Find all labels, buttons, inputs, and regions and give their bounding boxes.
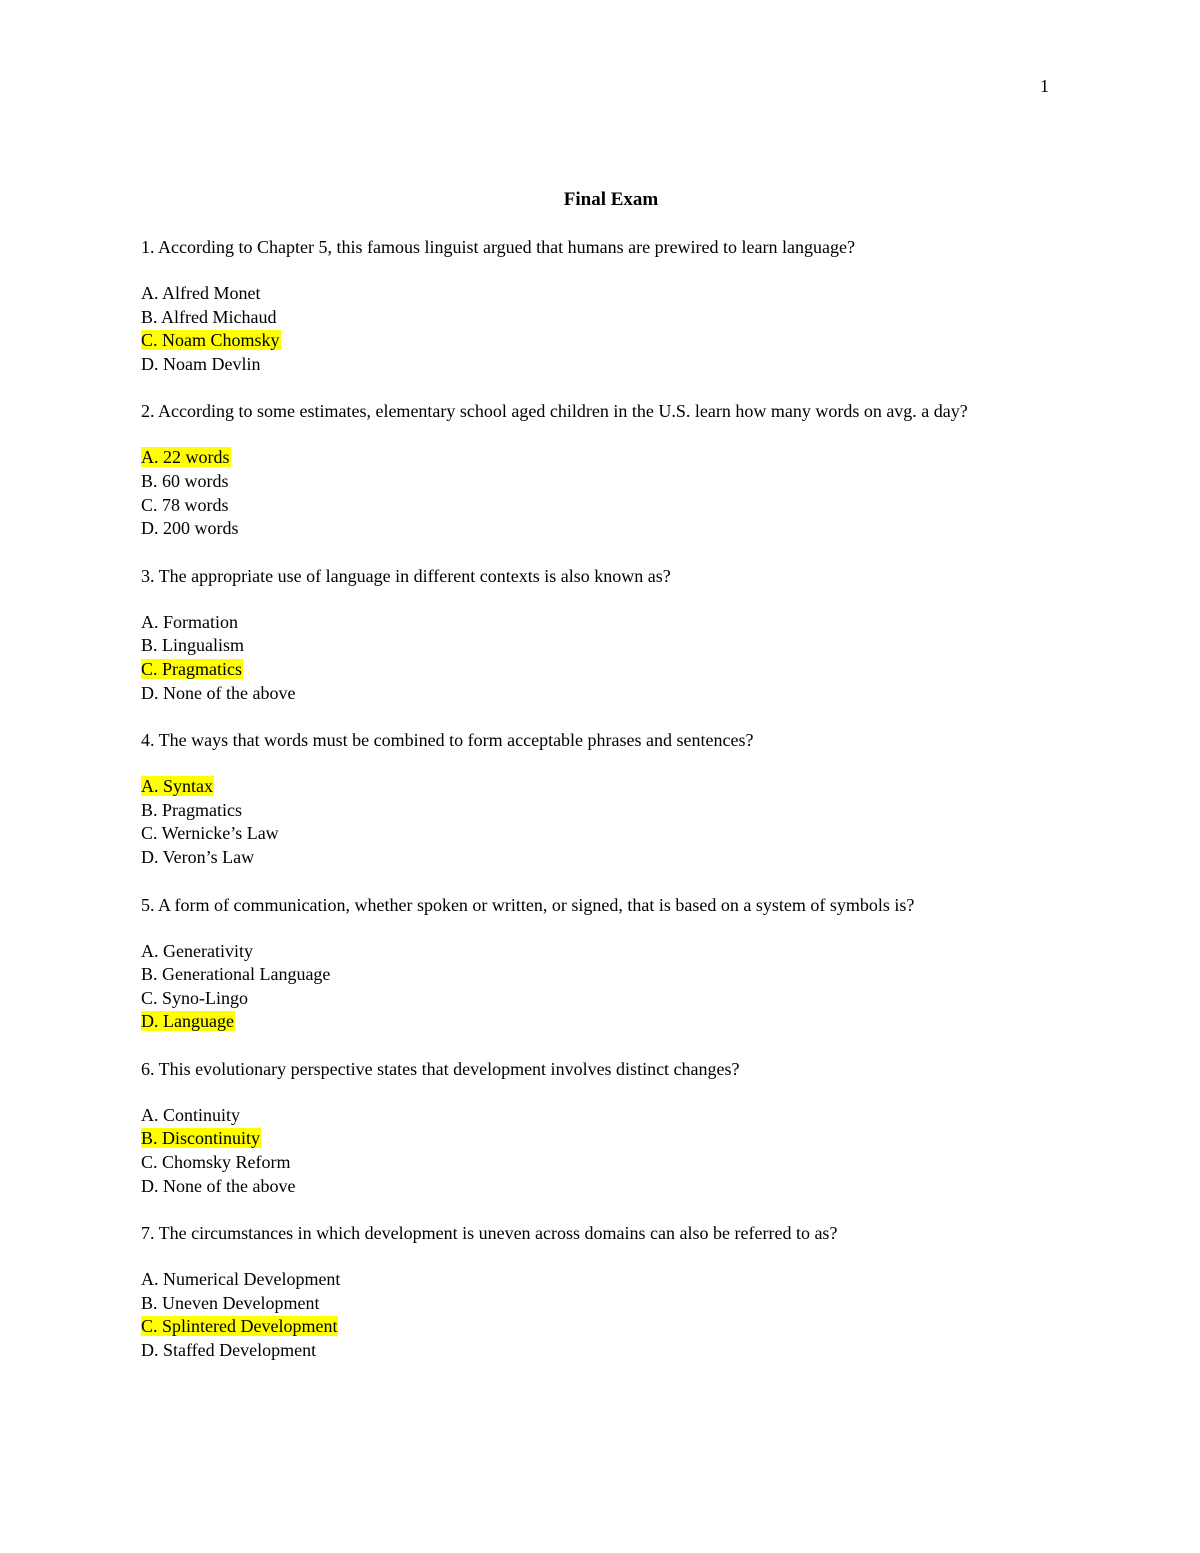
answer-option <box>141 494 1081 518</box>
answer-option-label: B. Pragmatics <box>141 799 242 820</box>
answer-option <box>141 611 1081 635</box>
answer-option-label: C. Chomsky Reform <box>141 1152 291 1173</box>
answer-option <box>141 682 1081 706</box>
answer-option-label: A. Alfred Monet <box>141 283 261 303</box>
answer-option <box>141 1104 1081 1128</box>
page-title: Final Exam <box>563 189 659 210</box>
answer-option-label: D. Veron’s Law <box>141 846 255 867</box>
answer-option-correct <box>141 1010 1081 1034</box>
question-5 <box>141 893 1081 1034</box>
question-text: 2. According to some estimates, elementary school aged children in the U.S. learn how many words on avg. a day? <box>141 401 968 422</box>
answer-option <box>141 1339 1081 1363</box>
answer-option-label: A. Generativity <box>141 940 253 961</box>
answer-option <box>141 799 1081 823</box>
answer-option-correct <box>141 446 1081 470</box>
answer-option <box>141 1175 1081 1199</box>
exam-content <box>141 188 1081 1386</box>
answer-option-label: C. Pragmatics <box>141 658 242 679</box>
answer-option-label: A. Numerical Development <box>141 1269 341 1290</box>
question-6 <box>141 1057 1081 1198</box>
answer-option-label: D. 200 words <box>141 518 239 539</box>
answer-option <box>141 306 1081 330</box>
answer-option-label: B. Discontinuity <box>141 1128 261 1149</box>
question-list <box>141 235 1081 1363</box>
answer-option <box>141 940 1081 964</box>
question-text: 4. The ways that words must be combined to form acceptable phrases and sentences? <box>141 730 754 751</box>
answer-option-label: D. None of the above <box>141 682 296 703</box>
answer-option <box>141 353 1081 377</box>
answer-option-label: B. Lingualism <box>141 635 244 656</box>
question-7 <box>141 1221 1081 1362</box>
answer-option <box>141 822 1081 846</box>
answer-option-correct <box>141 1127 1081 1151</box>
answer-option-label: C. Wernicke’s Law <box>141 823 279 844</box>
page-number: 1 <box>1040 76 1049 96</box>
answer-option-label: C. 78 words <box>141 494 229 515</box>
answer-option-correct <box>141 329 1081 353</box>
question-text: 1. According to Chapter 5, this famous linguist argued that humans are prewired to learn language? <box>141 237 855 257</box>
answer-option-correct <box>141 658 1081 682</box>
answer-option <box>141 282 1081 306</box>
question-text: 6. This evolutionary perspective states that development involves distinct changes? <box>141 1058 740 1079</box>
answer-option-label: D. Noam Devlin <box>141 353 261 374</box>
answer-option-label: D. Language <box>141 1011 234 1032</box>
answer-option <box>141 846 1081 870</box>
answer-option-label: C. Splintered Development <box>141 1316 338 1337</box>
answer-option-label: A. Syntax <box>141 776 213 797</box>
answer-option <box>141 517 1081 541</box>
question-1 <box>141 235 1081 376</box>
answer-option-label: D. Staffed Development <box>141 1340 317 1361</box>
answer-option-correct <box>141 775 1081 799</box>
answer-option-label: C. Syno-Lingo <box>141 987 249 1008</box>
question-3 <box>141 564 1081 705</box>
question-4 <box>141 728 1081 869</box>
answer-option <box>141 1268 1081 1292</box>
answer-option-label: B. Alfred Michaud <box>141 306 277 327</box>
answer-option <box>141 470 1081 494</box>
question-text: 7. The circumstances in which development is uneven across domains can also be referred to as? <box>141 1223 838 1244</box>
answer-option <box>141 634 1081 658</box>
answer-option <box>141 963 1081 987</box>
answer-option-label: B. Uneven Development <box>141 1292 320 1313</box>
question-text: 3. The appropriate use of language in different contexts is also known as? <box>141 565 671 586</box>
answer-option-correct <box>141 1315 1081 1339</box>
answer-option-label: D. None of the above <box>141 1175 296 1196</box>
answer-option <box>141 987 1081 1011</box>
answer-option <box>141 1292 1081 1316</box>
question-2 <box>141 399 1081 540</box>
answer-option-label: B. Generational Language <box>141 964 331 985</box>
answer-option-label: C. Noam Chomsky <box>141 330 280 351</box>
answer-option <box>141 1151 1081 1175</box>
answer-option-label: A. Continuity <box>141 1104 241 1125</box>
answer-option-label: A. Formation <box>141 611 238 632</box>
question-text: 5. A form of communication, whether spoken or written, or signed, that is based on a system of symbols is? <box>141 894 915 915</box>
answer-option-label: B. 60 words <box>141 470 229 491</box>
answer-option-label: A. 22 words <box>141 447 230 468</box>
